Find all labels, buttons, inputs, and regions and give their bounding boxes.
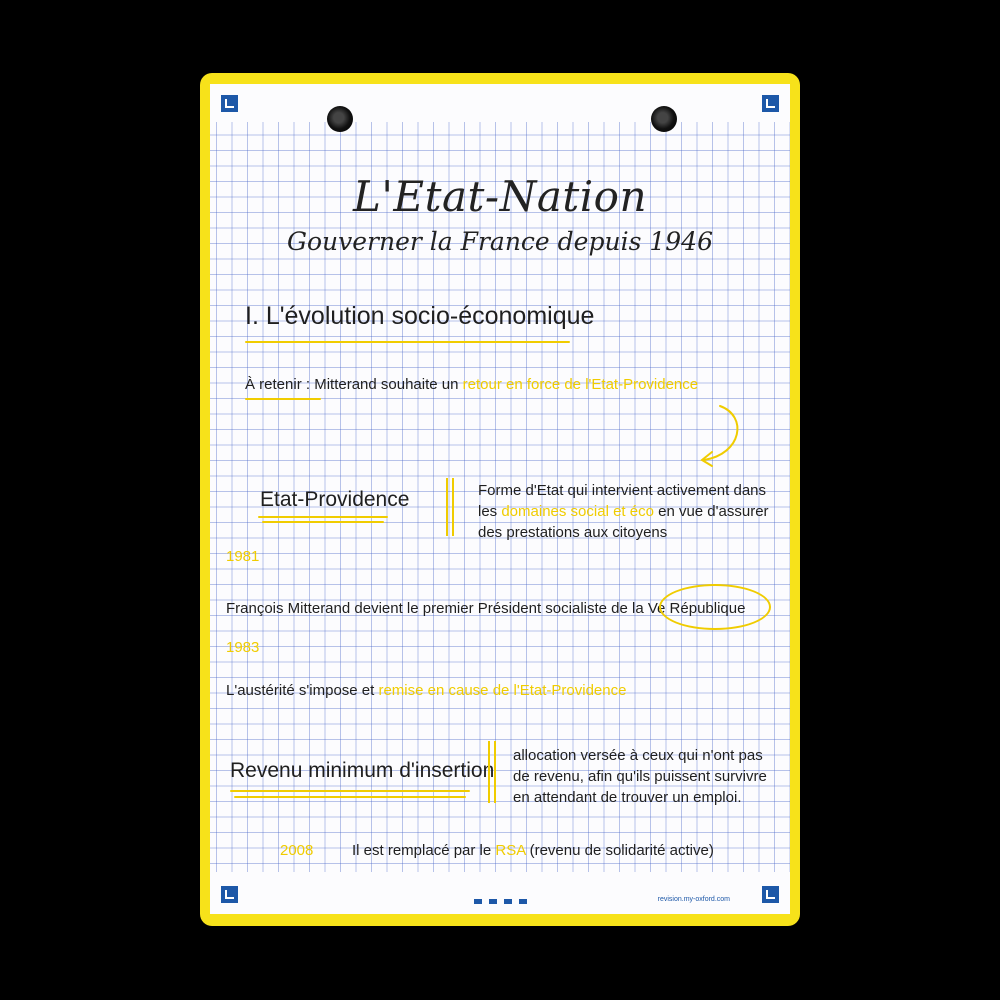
corner-logo-icon [221, 95, 238, 112]
corner-logo-icon [762, 886, 779, 903]
retenir-underline [245, 398, 321, 400]
retenir-highlight: retour en force de l'Etat-Providence [462, 376, 699, 393]
flashcard-frame [200, 73, 800, 926]
event-1983-text: L'austérité s'impose et [226, 682, 379, 699]
year-1983: 1983 [226, 639, 260, 656]
card-title: L'Etat-Nation [352, 172, 648, 221]
binder-hole [651, 106, 677, 132]
footer-dots [474, 899, 527, 904]
section-underline [245, 341, 570, 343]
retenir-text: Mitterand souhaite un [310, 376, 463, 393]
event-2008-text-a: Il est remplacé par le [352, 842, 496, 859]
corner-logo-icon [221, 886, 238, 903]
top-margin [210, 84, 790, 122]
def1-text-a: Forme d'Etat qui intervient activement dans les [478, 482, 767, 520]
year-1981: 1981 [226, 548, 260, 565]
event-2008-highlight: RSA [495, 842, 526, 859]
definition-etat-providence [478, 480, 778, 543]
def1-text-b: en vue d'assurer des prestations aux citoyens [478, 503, 769, 541]
event-1983-highlight: remise en cause de l'Etat-Providence [378, 682, 627, 699]
term-underline [230, 790, 470, 792]
card-subtitle: Gouverner la France depuis 1946 [287, 227, 713, 256]
event-2008-text-b: (revenu de solidarité active) [525, 842, 714, 859]
binder-hole [327, 106, 353, 132]
term-underline [262, 521, 384, 523]
definition-rmi: allocation versée à ceux qui n'ont pas de revenu, afin qu'ils puissent survivre en attendant de trouver un emploi. [513, 747, 767, 806]
term-rmi: Revenu minimum d'insertion [230, 759, 495, 782]
curved-arrow-icon [690, 402, 750, 472]
definition-separator [488, 741, 496, 803]
bottom-margin [210, 872, 790, 914]
grid-sheet [210, 84, 790, 914]
def1-highlight: domaines social et éco [501, 503, 654, 520]
retenir-line [245, 376, 698, 393]
event-2008 [352, 842, 714, 859]
term-underline [258, 516, 388, 518]
year-2008: 2008 [280, 842, 314, 859]
section-heading: I. L'évolution socio-économique [245, 302, 595, 330]
term-etat-providence: Etat-Providence [260, 488, 410, 511]
corner-logo-icon [762, 95, 779, 112]
retenir-label: À retenir : [245, 376, 311, 393]
term-underline [234, 796, 466, 798]
footer-url: revision.my-oxford.com [657, 896, 730, 903]
highlight-circle [659, 584, 771, 630]
event-1981-republic: Ve République [647, 600, 746, 617]
definition-separator [446, 478, 454, 536]
event-1981-text: François Mitterand devient le premier Président socialiste de la [226, 600, 648, 617]
event-1983 [226, 682, 626, 699]
